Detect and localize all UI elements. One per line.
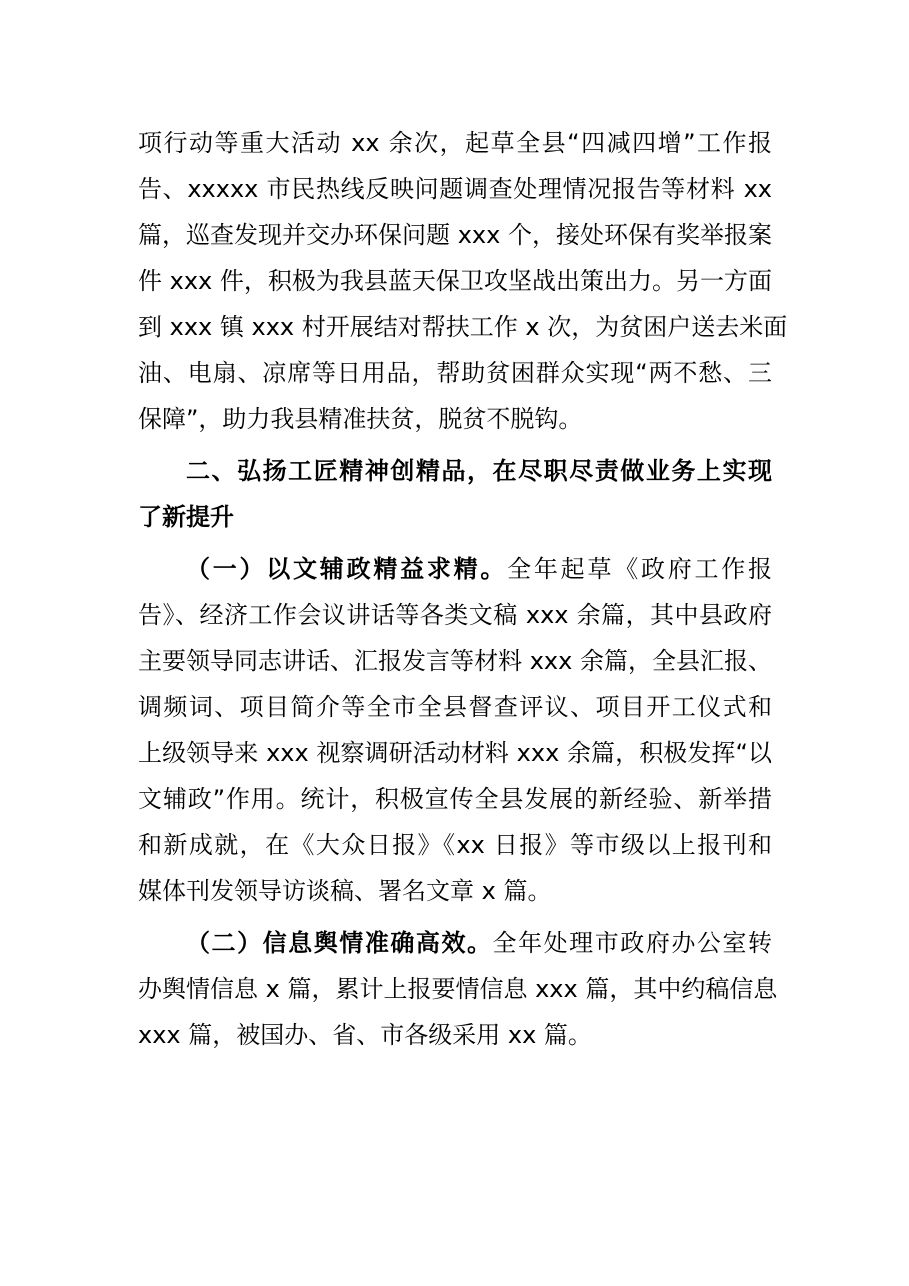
subsection-title: （二）信息舆情准确高效。 (186, 929, 493, 957)
paragraph-1 (138, 120, 788, 442)
text-line: 到 xxx 镇 xxx 村开展结对帮扶工作 x 次，为贫困户送去米面 (138, 313, 788, 341)
subsection-title: （一）以文辅政精益求精。 (186, 555, 508, 583)
subsection-1 (138, 546, 772, 914)
text-line: 告、xxxxx 市民热线反映问题调查处理情况报告等材料 xx (138, 175, 772, 203)
text-line: 主要领导同志讲话、汇报发言等材料 xxx 余篇，全县汇报、 (138, 647, 772, 675)
text-line (138, 920, 772, 966)
text-line: 油、电扇、凉席等日用品，帮助贫困群众实现“两不愁、三 (138, 359, 772, 387)
text-run: 全年起草《政府工作报 (507, 555, 773, 583)
section-heading-2 (138, 448, 772, 540)
text-line: 媒体刊发领导访谈稿、署名文章 x 篇。 (138, 877, 552, 905)
text-line: 文辅政”作用。统计，积极宣传全县发展的新经验、新举措 (138, 785, 772, 813)
document-body (138, 120, 788, 1058)
text-line: 篇，巡查发现并交办环保问题 xxx 个，接处环保有奖举报案 (138, 221, 772, 249)
text-line: 办舆情信息 x 篇，累计上报要情信息 xxx 篇，其中约稿信息 (138, 975, 778, 1003)
text-line: xxx 篇，被国办、省、市各级采用 xx 篇。 (138, 1021, 592, 1049)
text-line: 件 xxx 件，积极为我县蓝天保卫攻坚战出策出力。另一方面 (138, 267, 772, 295)
text-line: 和新成就，在《大众日报》《xx 日报》等市级以上报刊和 (138, 831, 772, 859)
text-line: 项行动等重大活动 xx 余次，起草全县“四减四增”工作报 (138, 129, 772, 157)
text-run: 全年处理市政府办公室转 (492, 929, 773, 957)
text-line (138, 546, 772, 592)
subsection-2 (138, 920, 778, 1058)
heading-line: 二、弘扬工匠精神创精品，在尽职尽责做业务上实现 (186, 457, 772, 485)
text-line: 保障”，助力我县精准扶贫，脱贫不脱钩。 (138, 405, 583, 433)
heading-line: 了新提升 (138, 503, 234, 531)
text-line: 上级领导来 xxx 视察调研活动材料 xxx 余篇，积极发挥“以 (138, 739, 772, 767)
text-line: 调频词、项目简介等全市全县督查评议、项目开工仪式和 (138, 693, 772, 721)
text-line: 告》、经济工作会议讲话等各类文稿 xxx 余篇，其中县政府 (138, 601, 772, 629)
